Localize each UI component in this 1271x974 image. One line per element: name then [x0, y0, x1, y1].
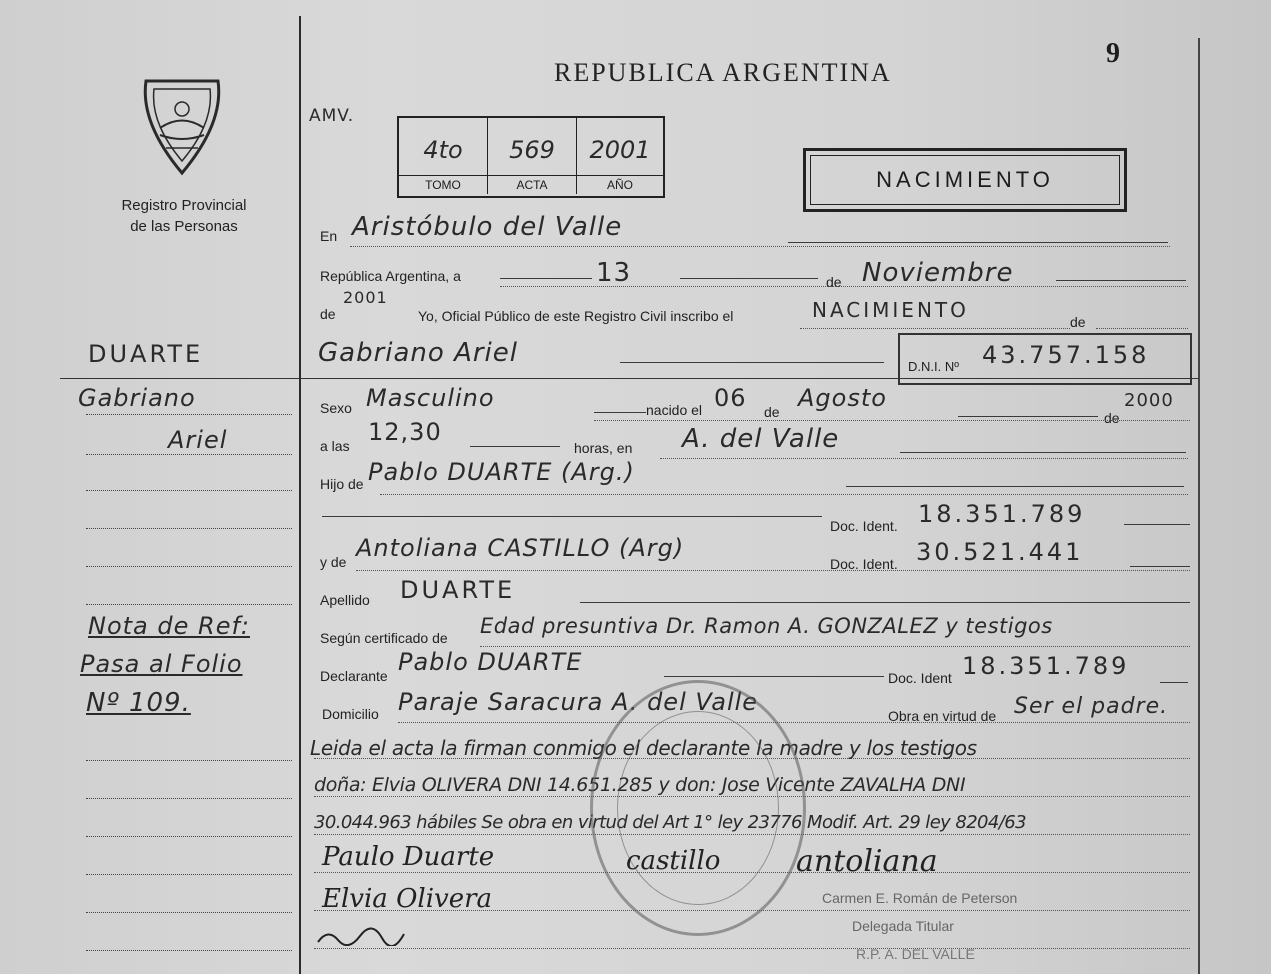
tomo-value: 4to	[423, 136, 463, 164]
nacido-label: nacido el	[646, 402, 703, 418]
de2-label: de	[320, 306, 336, 322]
acta-cell	[488, 118, 577, 194]
hijo-label: Hijo de	[320, 476, 364, 492]
stamp-place: R.P. A. DEL VALLE	[856, 946, 975, 962]
birth-month: Agosto	[798, 384, 887, 412]
dni-label: D.N.I. Nº	[908, 359, 959, 374]
year-value: 2001	[343, 288, 388, 307]
sexo-label: Sexo	[320, 400, 352, 416]
official-seal-stamp	[590, 680, 806, 936]
tomo-label: TOMO	[399, 175, 487, 194]
decl-doc: 18.351.789	[962, 652, 1130, 680]
en-label: En	[320, 228, 338, 244]
anio-value: 2001	[589, 136, 651, 164]
apellido-value: DUARTE	[400, 576, 516, 604]
domicilio-value: Paraje Saracura A. del Valle	[398, 688, 759, 716]
apellido-label: Apellido	[320, 592, 370, 608]
scribble-signature	[316, 926, 408, 946]
place-value: A. del Valle	[682, 424, 840, 454]
mother-value: Antoliana CASTILLO (Arg)	[356, 534, 685, 562]
province-seal-logo	[136, 73, 228, 177]
anio-cell	[577, 118, 663, 194]
note-line-3: 30.044.963 hábiles Se obra en virtud del Art 1° ley 23776 Modif. Art. 29 ley 8204/63	[314, 812, 1026, 833]
alas-label: a las	[320, 438, 350, 454]
signature-official: antoliana	[796, 844, 938, 879]
en-value: Aristóbulo del Valle	[352, 212, 623, 242]
stamp-role: Delegada Titular	[852, 918, 954, 934]
obra-label: Obra en virtud de	[888, 708, 997, 724]
mother-doc: 30.521.441	[916, 538, 1084, 566]
day-value: 13	[596, 258, 632, 288]
father-value: Pablo DUARTE (Arg.)	[368, 458, 635, 486]
dni-value: 43.757.158	[982, 341, 1150, 369]
dom-label: Domicilio	[322, 706, 379, 722]
rep-label: República Argentina, a	[320, 268, 461, 284]
signature-witness-2: castillo	[626, 846, 721, 876]
de4-label: de	[764, 404, 780, 420]
doc1-label: Doc. Ident.	[830, 518, 898, 534]
margin-given2: Ariel	[168, 426, 228, 454]
father-doc: 18.351.789	[918, 500, 1086, 528]
margin-note2: Pasa al Folio	[80, 650, 243, 678]
stamp-name: Carmen E. Román de Peterson	[822, 890, 1018, 906]
amv-note: AMV.	[309, 106, 355, 126]
note-line-1: Leida el acta la firman conmigo el declarante la madre y los testigos	[310, 736, 977, 760]
horas-label: horas, en	[574, 440, 633, 456]
registry-name: Registro Provincial de las Personas	[121, 197, 247, 235]
margin-note1: Nota de Ref:	[88, 612, 250, 640]
hour-value: 12,30	[368, 418, 442, 446]
obra-value: Ser el padre.	[1014, 694, 1169, 719]
doc-type: NACIMIENTO	[810, 155, 1120, 205]
tomo-cell	[399, 118, 488, 194]
signature-witness-1: Elvia Olivera	[322, 884, 493, 914]
acta-value: 569	[509, 136, 555, 164]
anio-label: AÑO	[577, 175, 663, 194]
inscribe-label: Yo, Oficial Público de este Registro Civil inscribo el	[418, 308, 734, 324]
decl-label: Declarante	[320, 668, 388, 684]
signature-father: Paulo Duarte	[322, 842, 495, 872]
inscribe-value: NACIMIENTO	[812, 298, 969, 322]
margin-given1: Gabriano	[78, 384, 196, 412]
child-name: Gabriano Ariel	[318, 338, 518, 368]
doc3-label: Doc. Ident	[888, 670, 952, 686]
right-border	[1198, 38, 1200, 974]
doc2-label: Doc. Ident.	[830, 556, 898, 572]
de3-label: de	[1070, 314, 1086, 330]
sexo-value: Masculino	[366, 384, 495, 412]
margin-surname: DUARTE	[88, 340, 204, 368]
note-line-2: doña: Elvia OLIVERA DNI 14.651.285 y don: Jose Vicente ZAVALHA DNI	[314, 774, 966, 796]
acta-box	[397, 116, 665, 198]
doc-type-box	[803, 148, 1127, 212]
de5-label: de	[1104, 410, 1120, 426]
dni-box	[898, 333, 1192, 385]
margin-note3: Nº 109.	[86, 688, 191, 718]
declarante-value: Pablo DUARTE	[398, 648, 583, 676]
yde-label: y de	[320, 554, 347, 570]
month-value: Noviembre	[862, 258, 1014, 288]
de1-label: de	[826, 274, 842, 290]
margin-divider	[299, 16, 301, 974]
country-title: REPUBLICA ARGENTINA	[554, 58, 892, 87]
birth-year: 2000	[1124, 390, 1174, 411]
cert-label: Según certificado de	[320, 630, 448, 646]
page-number: 9	[1106, 38, 1120, 69]
acta-label: ACTA	[488, 175, 576, 194]
birth-day: 06	[714, 384, 747, 412]
cert-value: Edad presuntiva Dr. Ramon A. GONZALEZ y testigos	[480, 614, 1053, 638]
